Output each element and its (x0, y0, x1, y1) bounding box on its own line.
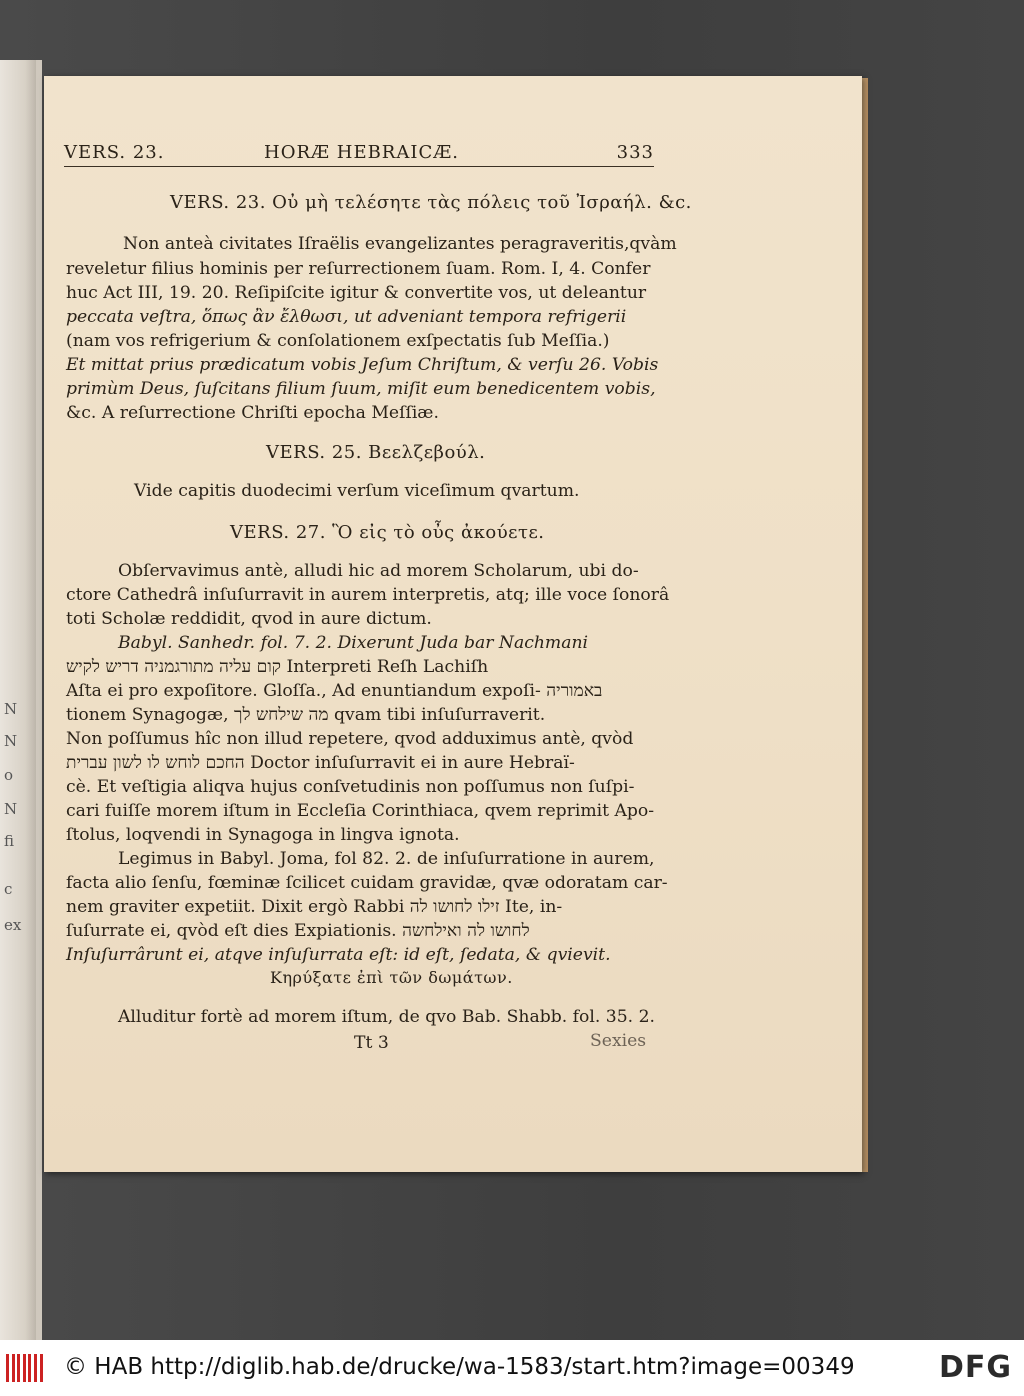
text-line: nem graviter expetiit. Dixit ergò Rabbi זילו לחושו לה Ite, in- (66, 897, 563, 917)
header-rule (64, 166, 654, 167)
text-line: cè. Et veſtigia aliqva hujus conſvetudinis non poſſumus non ſuſpi- (66, 777, 635, 797)
text-line: facta alio ſenſu, fœminæ ſcilicet cuidam gravidæ, qvæ odoratam car- (66, 873, 668, 893)
text-line: Legimus in Babyl. Joma, fol 82. 2. de inſuſurratione in aurem, (118, 849, 655, 869)
text-line: ſuſurrate ei, qvòd eſt dies Expiationis. לחושו לה ואילחשה (66, 921, 530, 941)
text-line: huc Act III, 19. 20. Reſipiſcite igitur & convertite vos, ut deleantur (66, 283, 647, 303)
text-line: קום עליה מתורגמניה דריש לקיש Interpreti Reſh Lachiſh (66, 657, 489, 677)
fragment: N (4, 732, 18, 750)
text-line: Babyl. Sanhedr. fol. 7. 2. Dixerunt Juda bar Nachmani (118, 633, 589, 653)
text-line: primùm Deus, ſuſcitans filium ſuum, miſit eum benedicentem vobis, (66, 379, 656, 399)
text-line: החכם לוחש לו לשון עברית Doctor inſuſurravit ei in aure Hebraï- (66, 753, 575, 773)
book-page (44, 76, 862, 1172)
adjacent-page-sliver (0, 60, 36, 1340)
dfg-logo: DFG (938, 1350, 1012, 1385)
fragment: N (4, 700, 18, 718)
text-line: Et mittat prius prædicatum vobis Jeſum Chriſtum, & verſu 26. Vobis (66, 355, 659, 375)
text-line: Alluditur fortè ad morem iſtum, de qvo Bab. Shabb. fol. 35. 2. (118, 1007, 655, 1027)
text-line: cari fuiſſe morem iſtum in Eccleſia Corinthiaca, qvem reprimit Apo- (66, 801, 655, 821)
page-gutter (36, 60, 42, 1340)
section-heading: VERS. 23. Οὐ μὴ τελέσητε τὰς πόλεις τοῦ Ἰσραήλ. &c. (170, 192, 692, 213)
text-line: Vide capitis duodecimi verſum viceſimum qvartum. (134, 481, 580, 501)
signature-mark: Tt 3 (354, 1033, 389, 1053)
section-heading: VERS. 25. Βεελζεβούλ. (266, 442, 486, 463)
section-heading: VERS. 27. Ὃ εἰς τὸ οὖς ἀκούετε. (230, 522, 545, 543)
source-link[interactable]: © HAB http://diglib.hab.de/drucke/wa-1583/start.htm?image=00349 (64, 1354, 855, 1380)
footer-bar (0, 1340, 1024, 1396)
text-line: Obſervavimus antè, alludi hic ad morem Scholarum, ubi do- (118, 561, 639, 581)
text-line: tionem Synagogæ, מה שילחש לך qvam tibi inſuſurraverit. (66, 705, 546, 725)
text-line: ſtolus, loqvendi in Synagoga in lingva ignota. (66, 825, 460, 845)
fragment: o (4, 766, 14, 784)
fragment: fi (4, 832, 15, 850)
text-line: Inſuſurrârunt ei, atqve inſuſurrata eſt: id eſt, ſedata, & qvievit. (66, 945, 611, 965)
text-line: reveletur filius hominis per reſurrectionem ſuam. Rom. I, 4. Confer (66, 259, 651, 279)
text-line: &c. A reſurrectione Chriſti epocha Meſſiæ. (66, 403, 439, 423)
catchword: Sexies (590, 1031, 647, 1051)
text-line: ctore Cathedrâ inſuſurravit in aurem interpretis, atq; ille voce ſonorâ (66, 585, 670, 605)
fragment: c (4, 880, 13, 898)
header-title: HORÆ HEBRAICÆ. (264, 142, 459, 163)
text-line: Non poſſumus hîc non illud repetere, qvod adduximus antè, qvòd (66, 729, 634, 749)
header-verse: VERS. 23. (64, 142, 165, 163)
section-heading: Κηρύξατε ἐπὶ τῶν δωμάτων. (270, 968, 513, 987)
fragment: ex (4, 916, 22, 934)
barcode-icon (6, 1354, 46, 1382)
text-line: Aſta ei pro expoſitore. Gloſſa., Ad enuntiandum expoſi- באמוריה (66, 681, 603, 701)
text-line: toti Scholæ reddidit, qvod in aure dictum. (66, 609, 432, 629)
fragment: N (4, 800, 18, 818)
page-number: 333 (616, 142, 654, 163)
text-line: Non anteà civitates Iſraëlis evangelizantes peragraveritis,qvàm (123, 234, 677, 254)
text-line: peccata veſtra, ὅπως ἂν ἔλθωσι, ut adveniant tempora refrigerii (66, 307, 627, 327)
text-line: (nam vos refrigerium & conſolationem exſpectatis ſub Meſſia.) (66, 331, 610, 351)
